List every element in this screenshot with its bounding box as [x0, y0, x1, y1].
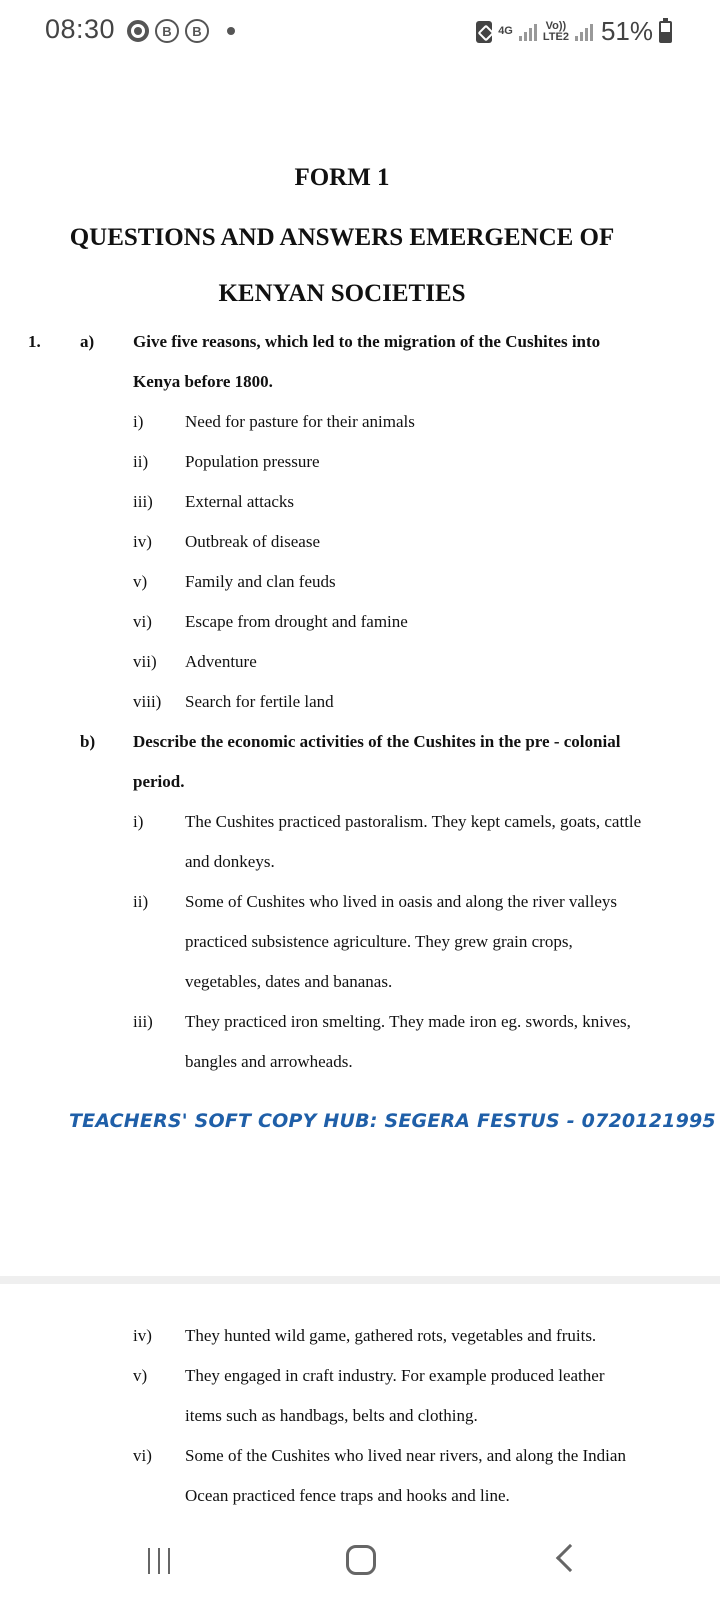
answer-num: iv) — [133, 532, 152, 551]
lte2-label: LTE2 — [542, 30, 569, 43]
answer-text: vegetables, dates and bananas. — [185, 972, 393, 991]
answer-text: They engaged in craft industry. For example produced leather — [185, 1366, 605, 1385]
answer-text: Search for fertile land — [185, 692, 334, 711]
volte-label: Vo)) — [545, 19, 567, 32]
signal-2-icon — [575, 23, 593, 41]
data-saver-icon — [476, 21, 492, 43]
status-bar — [0, 0, 720, 64]
question-b-label: b) — [80, 732, 96, 751]
battery-percent: 51% — [600, 16, 653, 46]
answer-num: ii) — [133, 892, 149, 911]
answer-text: Some of Cushites who lived in oasis and along the river valleys — [185, 892, 618, 911]
answer-text: bangles and arrowheads. — [185, 1052, 353, 1071]
back-button[interactable] — [556, 1544, 584, 1572]
question-a-line1: Give five reasons, which led to the migration of the Cushites into — [133, 332, 601, 351]
notification-icons — [127, 19, 235, 43]
answer-num: viii) — [133, 692, 162, 711]
answer-text: Some of the Cushites who lived near rivers, and along the Indian — [185, 1446, 626, 1465]
answer-text: items such as handbags, belts and clothing. — [185, 1406, 478, 1425]
status-time: 08:30 — [45, 14, 116, 44]
b-app-icon: B — [155, 19, 179, 43]
more-notifications-dot-icon — [227, 27, 235, 35]
answer-num: iii) — [133, 492, 153, 511]
page-divider — [0, 1276, 720, 1284]
network-4g-label: 4G — [498, 25, 513, 37]
answer-num: iii) — [133, 1012, 153, 1031]
answer-num: v) — [133, 1366, 148, 1385]
question-b-line2: period. — [133, 772, 185, 791]
answer-num: vi) — [133, 612, 152, 631]
answer-text: External attacks — [185, 492, 295, 511]
answer-text: Ocean practiced fence traps and hooks and line. — [185, 1486, 510, 1505]
chrome-icon — [127, 20, 149, 42]
recent-apps-icon — [148, 1548, 150, 1574]
answer-num: i) — [133, 812, 144, 831]
answer-num: i) — [133, 412, 144, 431]
answer-text: practiced subsistence agriculture. They grew grain crops, — [185, 932, 573, 951]
answer-text: Family and clan feuds — [185, 572, 336, 591]
answer-text: and donkeys. — [185, 852, 275, 871]
title-sub: KENYAN SOCIETIES — [218, 280, 466, 307]
answer-text: Adventure — [185, 652, 257, 671]
question-a-label: a) — [80, 332, 95, 351]
system-icons — [476, 16, 672, 47]
b-app-icon-2: B — [185, 19, 209, 43]
answer-text: Population pressure — [185, 452, 320, 471]
question-number: 1. — [28, 332, 41, 351]
question-a-line2: Kenya before 1800. — [133, 372, 273, 391]
home-button[interactable] — [346, 1545, 376, 1575]
network-lte2-label — [543, 21, 569, 43]
question-b-line1: Describe the economic activities of the Cushites in the pre - colonial — [133, 732, 621, 751]
answer-num: vi) — [133, 1446, 152, 1465]
recent-apps-icon — [158, 1548, 160, 1574]
navigation-bar — [0, 1520, 720, 1600]
answer-text: They hunted wild game, gathered rots, vegetables and fruits. — [185, 1326, 597, 1345]
answer-text: Need for pasture for their animals — [185, 412, 415, 431]
recent-apps-button[interactable] — [148, 1548, 170, 1574]
answer-text: Outbreak of disease — [185, 532, 321, 551]
answer-text: The Cushites practiced pastoralism. They kept camels, goats, cattle — [185, 812, 642, 831]
answer-num: vii) — [133, 652, 157, 671]
watermark-footer: TEACHERS' SOFT COPY HUB: SEGERA FESTUS - 0720121995 — [69, 1110, 716, 1132]
answer-num: v) — [133, 572, 148, 591]
battery-icon — [659, 21, 672, 43]
answer-num: iv) — [133, 1326, 152, 1345]
answer-text: They practiced iron smelting. They made iron eg. swords, knives, — [185, 1012, 631, 1031]
signal-icon — [519, 23, 537, 41]
answer-text: Escape from drought and famine — [185, 612, 408, 631]
answer-num: ii) — [133, 452, 149, 471]
title-main: QUESTIONS AND ANSWERS EMERGENCE OF — [69, 224, 615, 251]
title-form: FORM 1 — [294, 164, 390, 191]
recent-apps-icon — [168, 1548, 170, 1574]
